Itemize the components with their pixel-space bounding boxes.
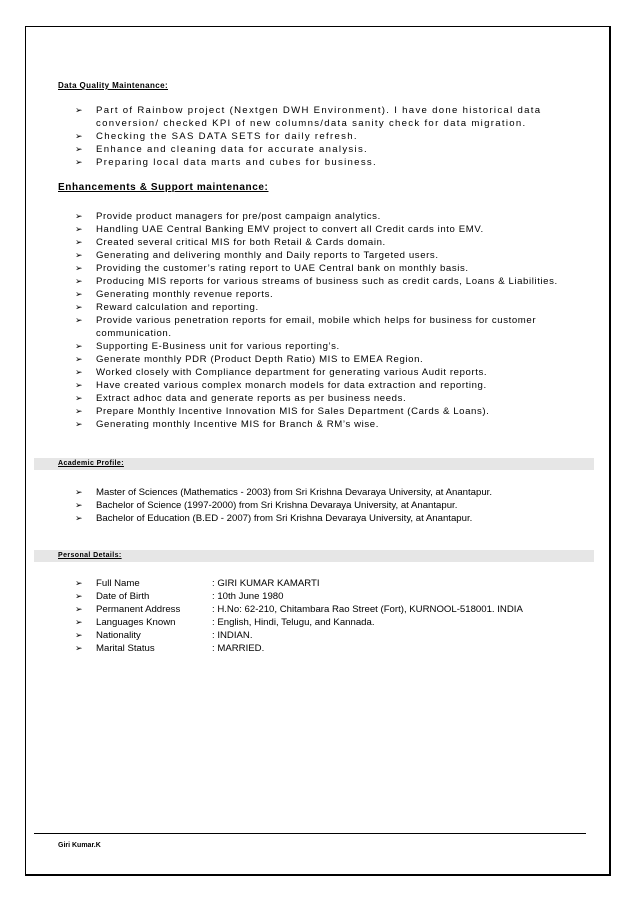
arrow-bullet-icon: ➢ (75, 604, 83, 614)
arrow-bullet-icon: ➢ (75, 302, 84, 312)
section-heading-data-quality: Data Quality Maintenance: (58, 81, 169, 90)
list-item: ➢ Nationality : INDIAN. (75, 630, 253, 641)
arrow-bullet-icon: ➢ (75, 513, 83, 523)
list-item: ➢ Supporting E-Business unit for various reporting’s. (75, 341, 340, 352)
list-item: ➢ Extract adhoc data and generate reports as per business needs. (75, 393, 407, 404)
list-item: ➢ Prepare Monthly Incentive Innovation MIS for Sales Department (Cards & Loans). (75, 406, 490, 417)
list-item: ➢ Bachelor of Education (B.ED - 2007) from Sri Krishna Devaraya University, at Anantapur. (75, 513, 473, 524)
arrow-bullet-icon: ➢ (75, 500, 83, 510)
list-item: ➢ Generate monthly PDR (Product Depth Ratio) MIS to EMEA Region. (75, 354, 424, 365)
arrow-bullet-icon: ➢ (75, 630, 83, 640)
list-item: ➢ Generating and delivering monthly and Daily reports to Targeted users. (75, 250, 439, 261)
list-item: ➢ Worked closely with Compliance department for generating various Audit reports. (75, 367, 488, 378)
arrow-bullet-icon: ➢ (75, 367, 84, 377)
list-item: ➢ Handling UAE Central Banking EMV project to convert all Credit cards into EMV. (75, 224, 484, 235)
list-item: ➢ Full Name : GIRI KUMAR KAMARTI (75, 578, 320, 589)
arrow-bullet-icon: ➢ (75, 617, 83, 627)
arrow-bullet-icon: ➢ (75, 237, 84, 247)
arrow-bullet-icon: ➢ (75, 406, 84, 416)
list-item: ➢ Master of Sciences (Mathematics - 2003) from Sri Krishna Devaraya University, at Anantapur. (75, 487, 492, 498)
footer-divider (34, 833, 586, 834)
enhancements-list (58, 210, 598, 431)
arrow-bullet-icon: ➢ (75, 419, 84, 429)
arrow-bullet-icon: ➢ (75, 250, 84, 260)
list-item: ➢ Created several critical MIS for both Retail & Cards domain. (75, 237, 386, 248)
arrow-bullet-icon: ➢ (75, 578, 83, 588)
arrow-bullet-icon: ➢ (75, 289, 84, 299)
list-item: ➢ Bachelor of Science (1997-2000) from Sri Krishna Devaraya University, at Anantapur. (75, 500, 458, 511)
list-item: ➢ Generating monthly Incentive MIS for Branch & RM’s wise. (75, 419, 379, 430)
arrow-bullet-icon: ➢ (75, 105, 84, 115)
section-heading-enhancements: Enhancements & Support maintenance: (58, 182, 269, 193)
arrow-bullet-icon: ➢ (75, 211, 84, 221)
arrow-bullet-icon: ➢ (75, 315, 84, 325)
academic-list (58, 486, 598, 525)
personal-details-list (58, 577, 598, 655)
list-item: ➢ Part of Rainbow project (Nextgen DWH Environment). I have done historical data conversion/ checked KPI of new columns/data sanity check for data migration. (75, 105, 542, 129)
arrow-bullet-icon: ➢ (75, 354, 84, 364)
list-item: ➢ Preparing local data marts and cubes for business. (75, 157, 377, 168)
list-item: ➢ Producing MIS reports for various streams of business such as credit cards, Loans & Liabilities. (75, 276, 558, 287)
arrow-bullet-icon: ➢ (75, 144, 84, 154)
list-item: ➢ Checking the SAS DATA SETS for daily refresh. (75, 131, 358, 142)
arrow-bullet-icon: ➢ (75, 591, 83, 601)
data-quality-list (58, 104, 598, 169)
list-item: ➢ Languages Known : English, Hindi, Telugu, and Kannada. (75, 617, 375, 628)
arrow-bullet-icon: ➢ (75, 131, 84, 141)
arrow-bullet-icon: ➢ (75, 157, 84, 167)
list-item: ➢ Providing the customer’s rating report to UAE Central bank on monthly basis. (75, 263, 469, 274)
list-item: ➢ Marital Status : MARRIED. (75, 643, 265, 654)
arrow-bullet-icon: ➢ (75, 276, 84, 286)
arrow-bullet-icon: ➢ (75, 643, 83, 653)
arrow-bullet-icon: ➢ (75, 487, 83, 497)
list-item: ➢ Generating monthly revenue reports. (75, 289, 274, 300)
list-item: ➢ Permanent Address : H.No: 62-210, Chitambara Rao Street (Fort), KURNOOL-518001. INDIA (75, 604, 523, 615)
section-heading-academic: Academic Profile: (58, 460, 124, 467)
list-item: ➢ Enhance and cleaning data for accurate analysis. (75, 144, 369, 155)
section-heading-personal: Personal Details: (58, 552, 122, 559)
footer-name: Giri Kumar.K (58, 842, 101, 849)
list-item: ➢ Have created various complex monarch models for data extraction and reporting. (75, 380, 487, 391)
arrow-bullet-icon: ➢ (75, 393, 84, 403)
arrow-bullet-icon: ➢ (75, 341, 84, 351)
arrow-bullet-icon: ➢ (75, 263, 84, 273)
arrow-bullet-icon: ➢ (75, 224, 84, 234)
list-item: ➢ Reward calculation and reporting. (75, 302, 259, 313)
arrow-bullet-icon: ➢ (75, 380, 84, 390)
list-item: ➢ Provide various penetration reports for email, mobile which helps for business for customer communication. (75, 315, 537, 339)
list-item: ➢ Provide product managers for pre/post campaign analytics. (75, 211, 381, 222)
list-item: ➢ Date of Birth : 10th June 1980 (75, 591, 284, 602)
